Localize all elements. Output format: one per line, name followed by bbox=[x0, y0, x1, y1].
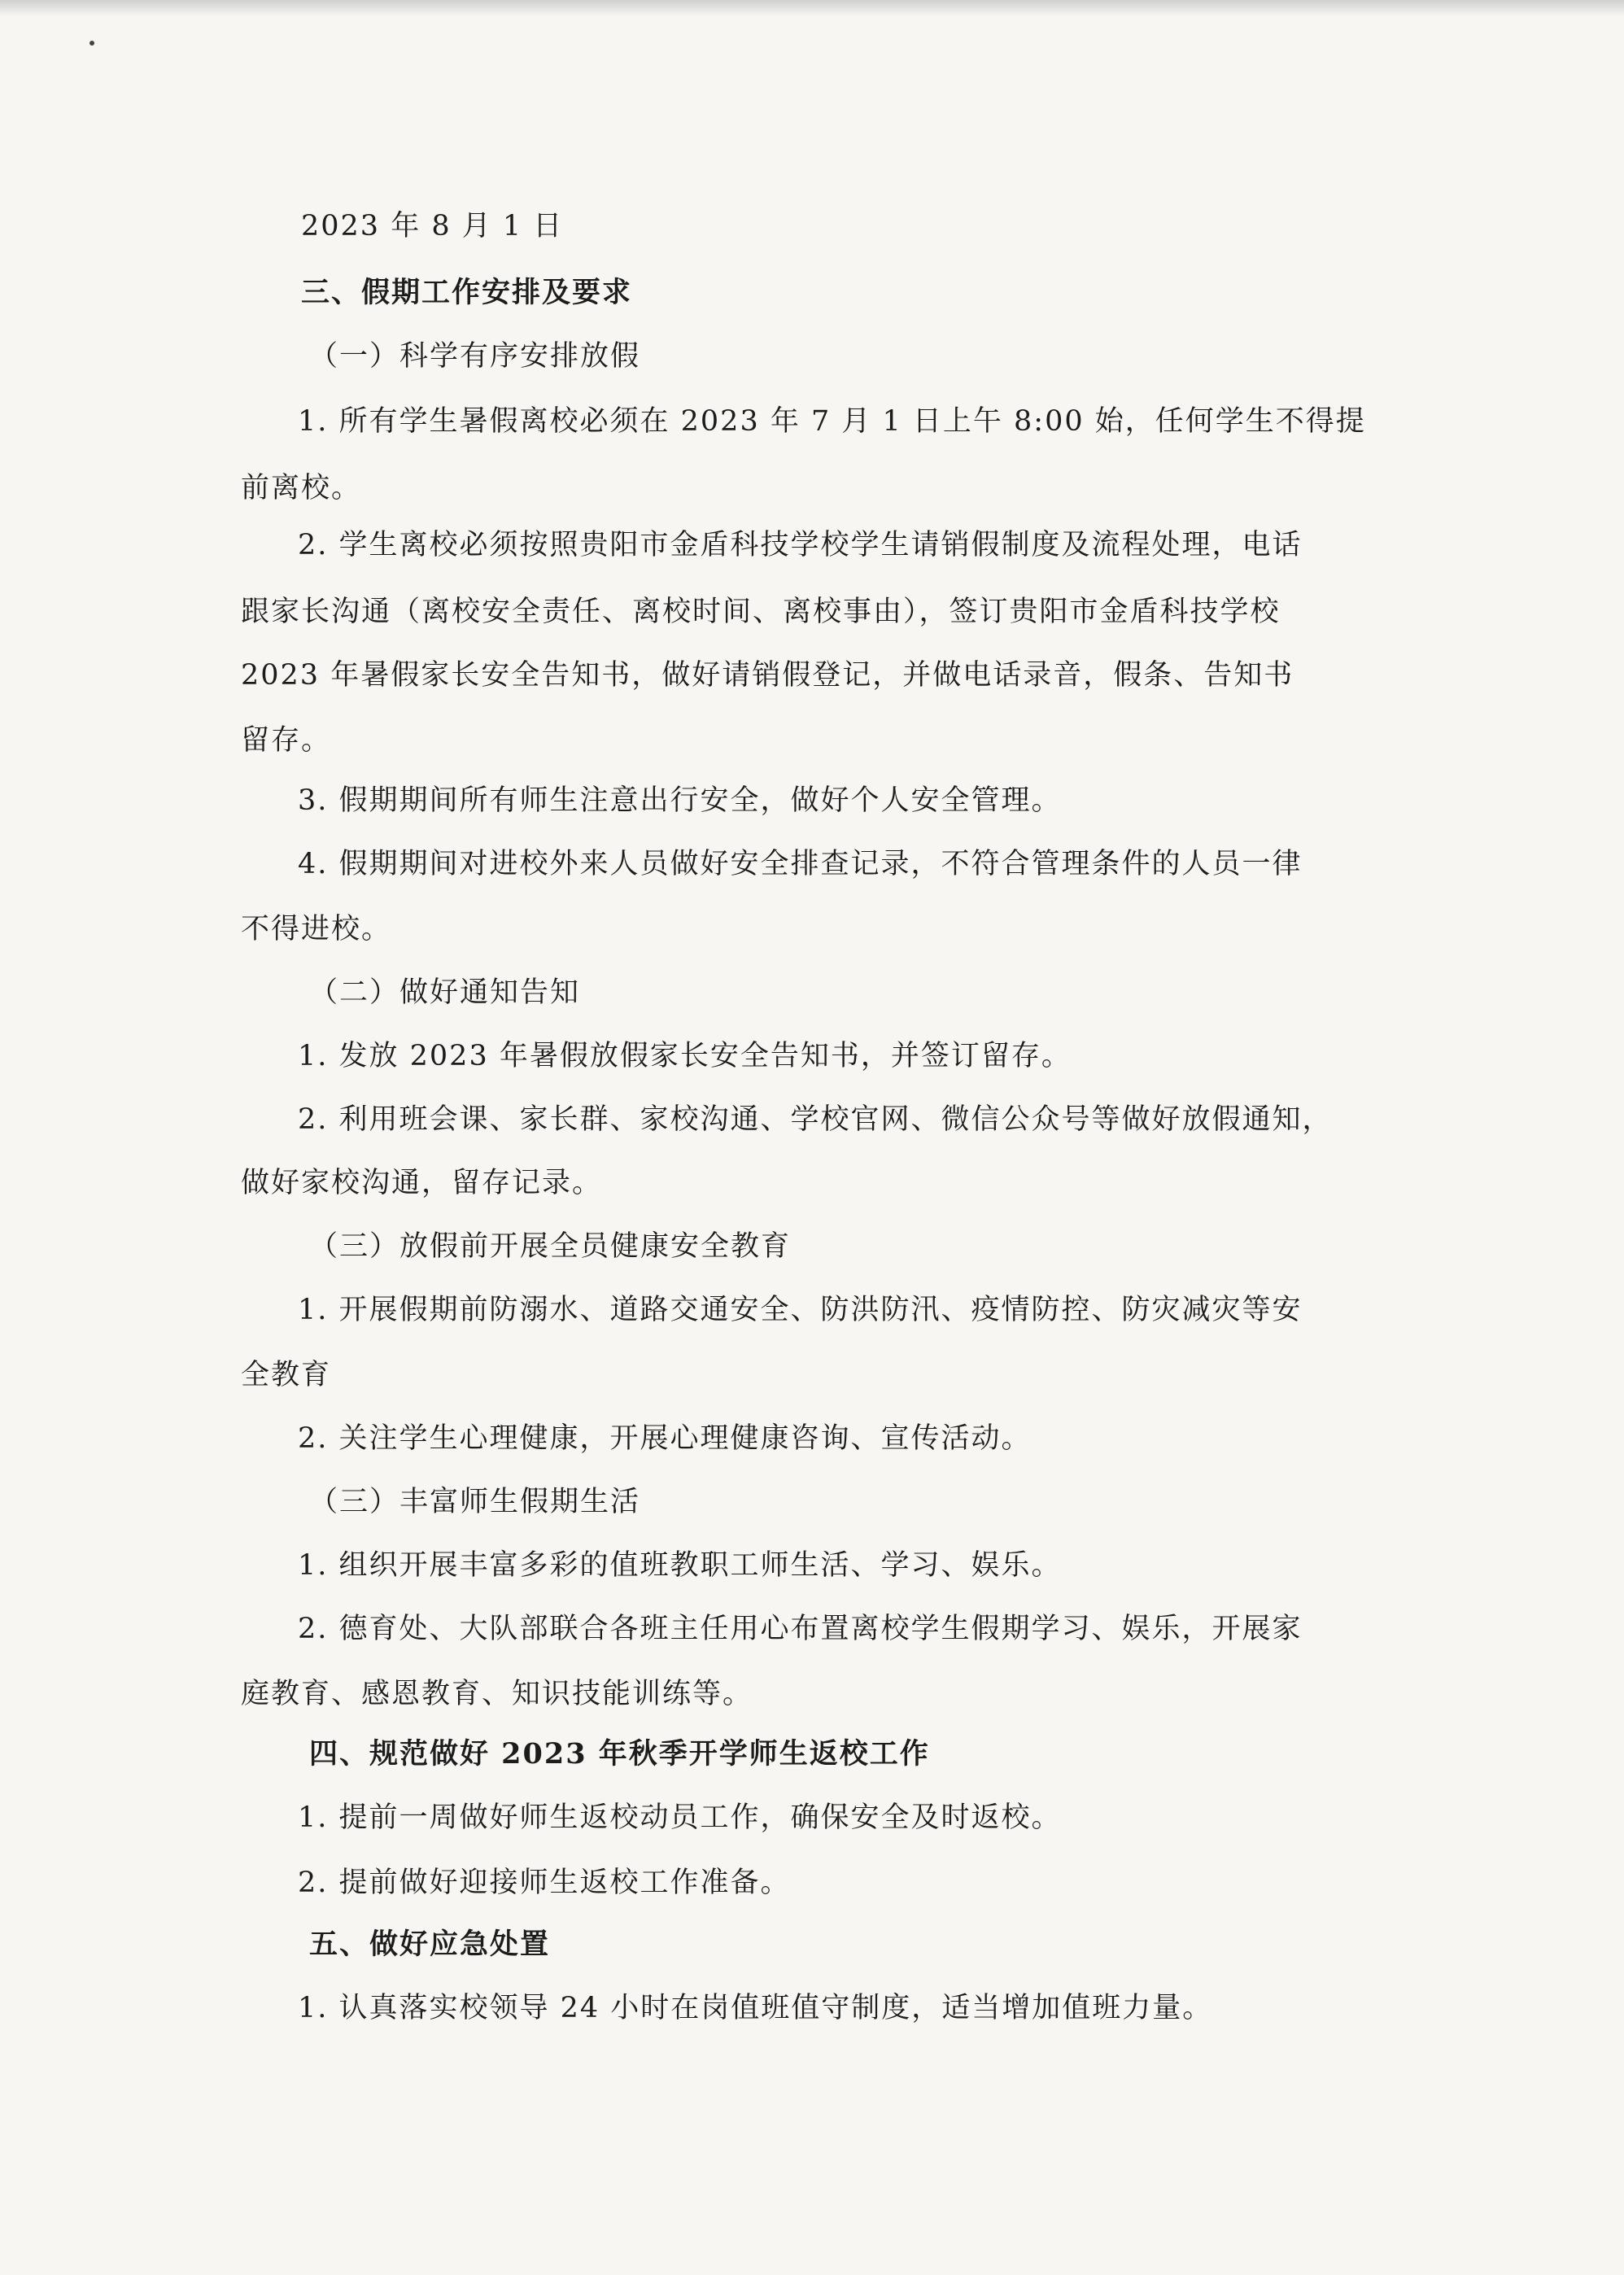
para-4-line-2: 不得进校。 bbox=[241, 913, 392, 945]
para-7-line-2: 全教育 bbox=[241, 1359, 332, 1391]
subheading-3: （三）放假前开展全员健康安全教育 bbox=[309, 1230, 792, 1263]
para-7-line-1: 1. 开展假期前防溺水、道路交通安全、防洪防汛、疫情防控、防灾减灾等安 bbox=[298, 1294, 1303, 1326]
para-12-line-1: 2. 提前做好迎接师生返校工作准备。 bbox=[298, 1867, 791, 1899]
section-heading-4: 四、规范做好 2023 年秋季开学师生返校工作 bbox=[309, 1737, 930, 1771]
para-4-line-1: 4. 假期期间对进校外来人员做好安全排查记录，不符合管理条件的人员一律 bbox=[298, 848, 1303, 880]
para-10-line-2: 庭教育、感恩教育、知识技能训练等。 bbox=[241, 1678, 753, 1710]
para-13-line-1: 1. 认真落实校领导 24 小时在岗值班值守制度，适当增加值班力量。 bbox=[298, 1992, 1213, 2024]
para-2-line-2: 跟家长沟通（离校安全责任、离校时间、离校事由），签订贵阳市金盾科技学校 bbox=[241, 596, 1281, 628]
subheading-4: （三）丰富师生假期生活 bbox=[309, 1486, 641, 1518]
document-date: 2023 年 8 月 1 日 bbox=[301, 210, 564, 242]
para-9-line-1: 1. 组织开展丰富多彩的值班教职工师生活、学习、娱乐。 bbox=[298, 1549, 1062, 1582]
para-2-line-4: 留存。 bbox=[241, 724, 332, 757]
section-heading-3: 三、假期工作安排及要求 bbox=[301, 276, 633, 309]
para-6-line-1: 2. 利用班会课、家长群、家校沟通、学校官网、微信公众号等做好放假通知， bbox=[298, 1103, 1333, 1136]
scan-edge-shadow bbox=[0, 0, 1624, 16]
para-11-line-1: 1. 提前一周做好师生返校动员工作，确保安全及时返校。 bbox=[298, 1801, 1062, 1834]
speck-mark bbox=[89, 41, 94, 46]
para-5-line-1: 1. 发放 2023 年暑假放假家长安全告知书，并签订留存。 bbox=[298, 1040, 1072, 1072]
para-10-line-1: 2. 德育处、大队部联合各班主任用心布置离校学生假期学习、娱乐，开展家 bbox=[298, 1613, 1303, 1645]
subheading-2: （二）做好通知告知 bbox=[309, 976, 581, 1009]
para-2-line-3: 2023 年暑假家长安全告知书，做好请销假登记，并做电话录音，假条、告知书 bbox=[241, 659, 1294, 692]
para-2-line-1: 2. 学生离校必须按照贵阳市金盾科技学校学生请销假制度及流程处理，电话 bbox=[298, 529, 1303, 561]
subheading-1: （一）科学有序安排放假 bbox=[309, 340, 641, 373]
para-1-line-1: 1. 所有学生暑假离校必须在 2023 年 7 月 1 日上午 8:00 始，任何学生不得提 bbox=[298, 405, 1366, 438]
section-heading-5: 五、做好应急处置 bbox=[309, 1928, 551, 1961]
para-3-line-1: 3. 假期期间所有师生注意出行安全，做好个人安全管理。 bbox=[298, 784, 1062, 817]
para-1-line-2: 前离校。 bbox=[241, 472, 362, 504]
para-8-line-1: 2. 关注学生心理健康，开展心理健康咨询、宣传活动。 bbox=[298, 1422, 1032, 1455]
para-6-line-2: 做好家校沟通，留存记录。 bbox=[241, 1167, 603, 1199]
